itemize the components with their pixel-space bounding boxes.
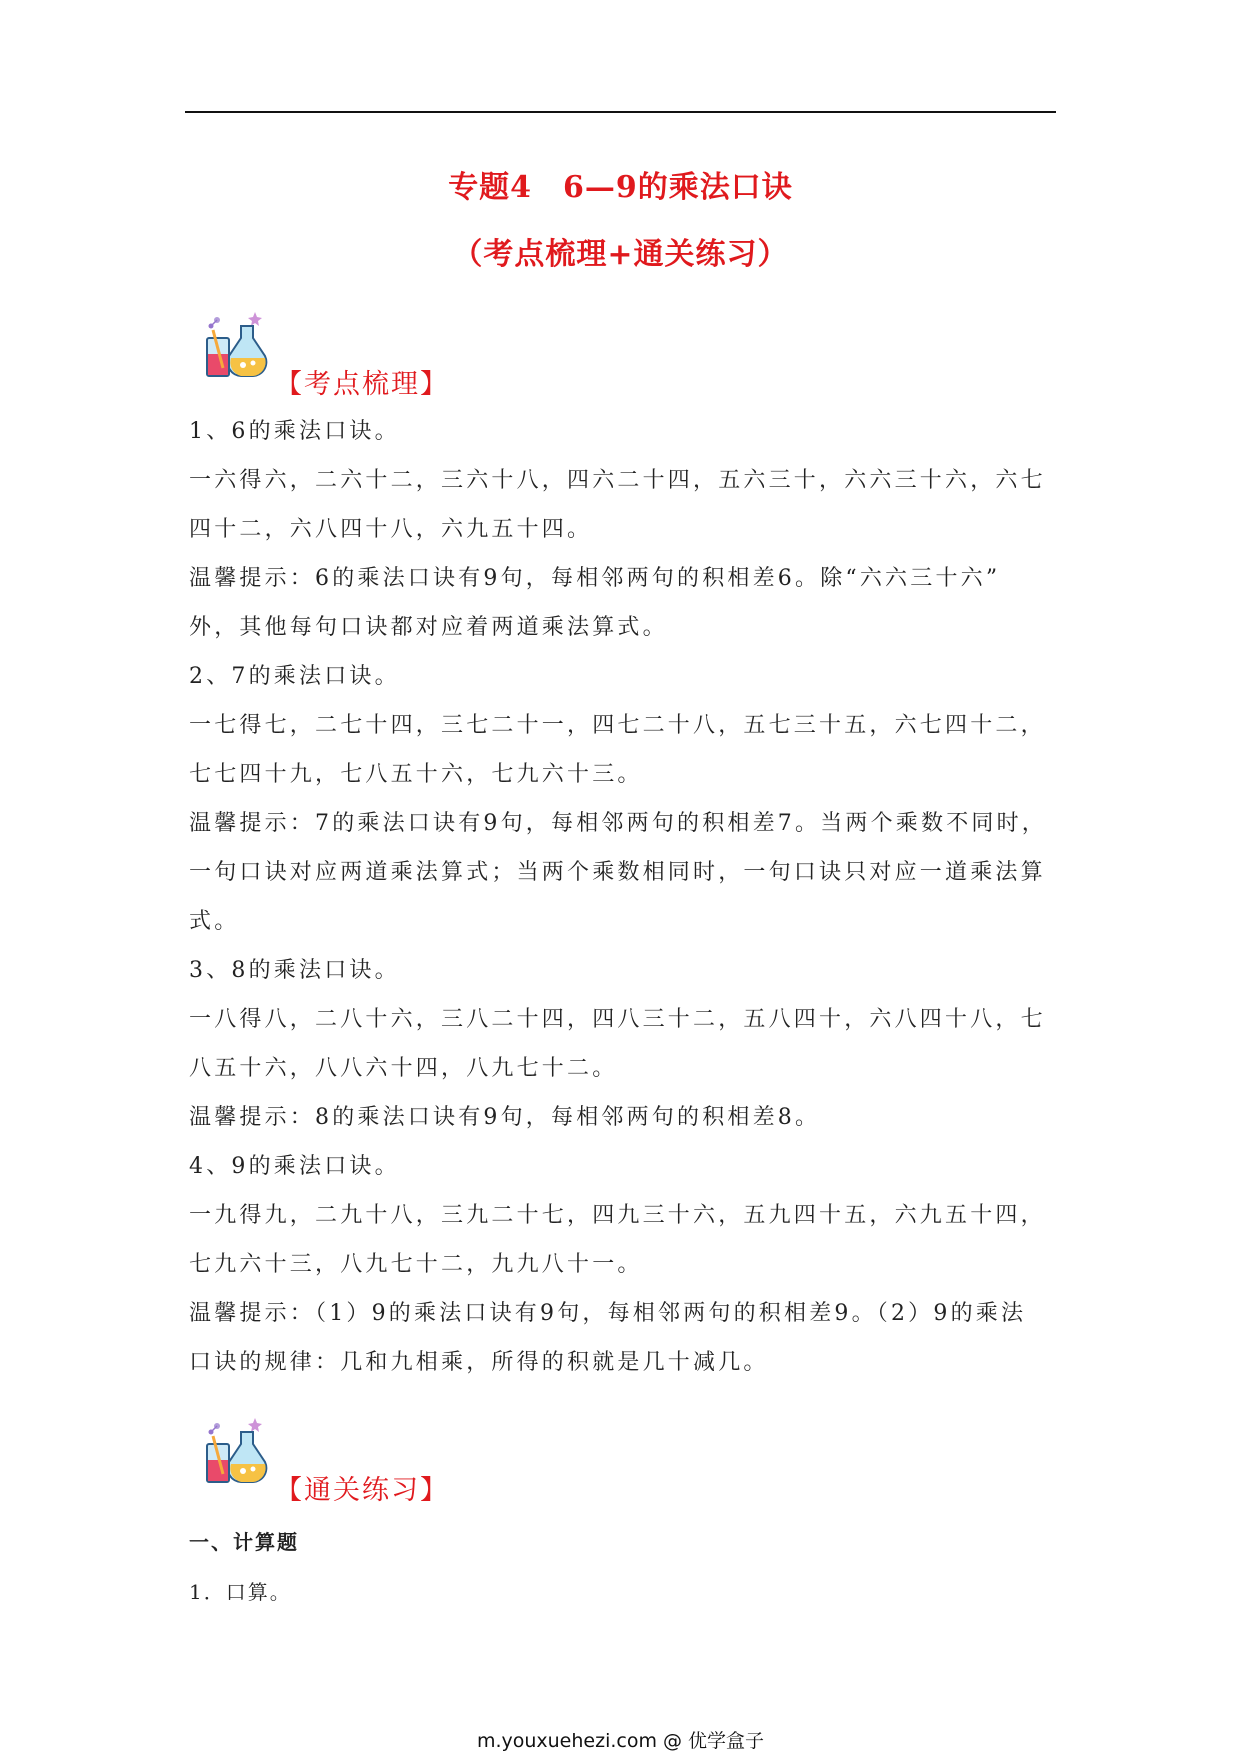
line: 3、8的乘法口诀。 [189,958,400,983]
line: 八五十六，八八六十四，八九七十二。 [189,1056,618,1081]
part-title: 一、计算题 [189,1530,299,1554]
line: 口诀的规律：几和九相乘，所得的积就是几十减几。 [189,1350,769,1375]
line: 七九六十三，八九七十二，九九八十一。 [189,1252,643,1277]
line: 温馨提示：7的乘法口诀有9句，每相邻两句的积相差7。当两个乘数不同时， [189,811,1047,836]
line: 一八得八，二八十六，三八二十四，四八三十二，五八四十，六八四十八，七 [189,1007,1046,1032]
line: 4、9的乘法口诀。 [189,1154,400,1179]
line: 2、7的乘法口诀。 [189,664,400,689]
line: 温馨提示：6的乘法口诀有9句，每相邻两句的积相差6。除“六六三十六” [189,566,1001,591]
line: 温馨提示：（1）9的乘法口诀有9句，每相邻两句的积相差9。（2）9的乘法 [189,1301,1027,1326]
line: 1、6的乘法口诀。 [189,419,400,444]
line: 四十二，六八四十八，六九五十四。 [189,517,593,542]
page-subtitle: （考点梳理+通关练习） [452,237,789,272]
line: 一六得六，二六十二，三六十八，四六二十四，五六三十，六六三十六，六七 [189,468,1046,493]
line: 一九得九，二九十八，三九二十七，四九三十六，五九四十五，六九五十四， [189,1203,1046,1228]
footer-watermark: m.youxuehezi.com @ 优学盒子 [476,1730,765,1752]
line: 温馨提示：8的乘法口诀有9句，每相邻两句的积相差8。 [189,1105,821,1130]
line: 一句口诀对应两道乘法算式；当两个乘数相同时，一句口诀只对应一道乘法算 [189,860,1046,885]
line: 外，其他每句口诀都对应着两道乘法算式。 [189,615,668,640]
flask-icon [203,308,269,380]
flask-icon [203,1414,269,1486]
question-1: 1．口算。 [189,1580,292,1604]
line: 一七得七，二七十四，三七二十一，四七二十八，五七三十五，六七四十二， [189,713,1046,738]
practice-heading: 【通关练习】 [275,1475,449,1506]
review-heading: 【考点梳理】 [275,369,449,400]
page-title: 专题4 6—9的乘法口诀 [448,170,793,205]
line: 式。 [189,909,240,934]
line: 七七四十九，七八五十六，七九六十三。 [189,762,643,787]
header-rule [185,111,1056,113]
